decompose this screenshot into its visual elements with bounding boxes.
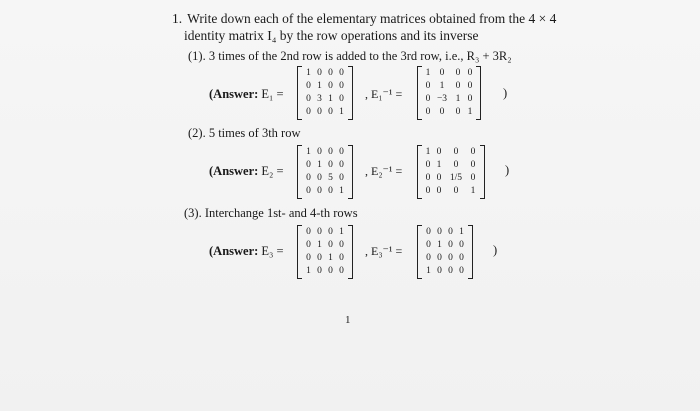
matrix-entry: 0 xyxy=(306,160,311,170)
matrix-entry: 0 xyxy=(306,186,311,196)
matrix-entry: 0 xyxy=(328,107,333,117)
matrix-entry: 1 xyxy=(317,240,322,250)
matrix-entry: 0 xyxy=(470,160,476,170)
answer-word: (Answer: xyxy=(209,87,259,101)
matrix-entry: 0 xyxy=(425,186,431,196)
matrix-entry: 1 xyxy=(306,147,311,157)
matrix-entry: 0 xyxy=(317,147,322,157)
matrix-entry: 1 xyxy=(437,240,442,250)
part-1-answer-label xyxy=(209,87,284,102)
matrix-entry: 0 xyxy=(455,68,461,78)
matrix-entry: 0 xyxy=(339,173,344,183)
matrix-entry: 0 xyxy=(439,68,445,78)
part-3-matrix-e xyxy=(297,225,353,279)
matrix-entry: 0 xyxy=(339,266,344,276)
matrix-entry: 0 xyxy=(328,160,333,170)
part-2-matrix-inverse xyxy=(417,145,485,199)
matrix-entry: 0 xyxy=(339,94,344,104)
matrix-entry: 1 xyxy=(425,68,431,78)
matrix-entry: 0 xyxy=(328,240,333,250)
matrix-entry: 0 xyxy=(425,160,431,170)
matrix-entry: 1 xyxy=(317,160,322,170)
matrix-entry: 0 xyxy=(439,107,445,117)
matrix-entry: 1 xyxy=(467,107,473,117)
matrix-entry: 0 xyxy=(455,107,461,117)
matrix-entry: 1 xyxy=(306,266,311,276)
part-2-matrix-e xyxy=(297,145,353,199)
matrix-entry: 0 xyxy=(306,227,311,237)
part-3-close-paren: ) xyxy=(493,243,498,257)
matrix-entry: 0 xyxy=(436,173,442,183)
problem-statement xyxy=(172,10,556,44)
matrix-entry: 0 xyxy=(453,147,459,157)
matrix-entry: 0 xyxy=(339,253,344,263)
matrix-entry: 5 xyxy=(328,173,333,183)
part-1-matrix-e xyxy=(297,66,353,120)
matrix-entry: 0 xyxy=(317,107,322,117)
part-2-heading: (2). 5 times of 3th row xyxy=(188,126,301,140)
matrix-label: E₁ = xyxy=(261,87,284,101)
part-1-heading: (1). 3 times of the 2nd row is added to the 3rd row, i.e., R₃ + 3R₂ xyxy=(188,49,512,63)
matrix-entry: 0 xyxy=(437,266,442,276)
part-3-matrix-inverse xyxy=(417,225,473,279)
matrix-entry: 0 xyxy=(306,173,311,183)
matrix-entry: 0 xyxy=(339,240,344,250)
matrix-entry: 0 xyxy=(317,186,322,196)
matrix-entry: 0 xyxy=(448,227,453,237)
matrix-entry: 1 xyxy=(339,186,344,196)
matrix-entry: 0 xyxy=(328,81,333,91)
matrix-entry: 0 xyxy=(317,253,322,263)
matrix-entry: 0 xyxy=(448,240,453,250)
matrix-entry: 0 xyxy=(436,147,442,157)
matrix-entry: 0 xyxy=(317,173,322,183)
matrix-entry: 1 xyxy=(328,253,333,263)
matrix-entry: 0 xyxy=(448,253,453,263)
matrix-entry: 1 xyxy=(470,186,476,196)
matrix-entry: 1 xyxy=(339,227,344,237)
part-3-heading: (3). Interchange 1st- and 4-th rows xyxy=(184,206,358,220)
matrix-entry: 1/5 xyxy=(449,173,463,183)
matrix-entry: 0 xyxy=(317,227,322,237)
matrix-entry: 0 xyxy=(459,240,464,250)
matrix-entry: 0 xyxy=(328,68,333,78)
matrix-entry: 0 xyxy=(306,240,311,250)
matrix-entry: 0 xyxy=(306,94,311,104)
matrix-entry: 0 xyxy=(425,94,431,104)
matrix-entry: 0 xyxy=(425,81,431,91)
matrix-label: E₂ = xyxy=(261,164,284,178)
answer-word: (Answer: xyxy=(209,164,259,178)
matrix-entry: 1 xyxy=(328,94,333,104)
matrix-entry: 0 xyxy=(328,186,333,196)
matrix-entry: 0 xyxy=(317,68,322,78)
matrix-entry: 1 xyxy=(306,68,311,78)
matrix-entry: 0 xyxy=(425,173,431,183)
matrix-entry: 1 xyxy=(459,227,464,237)
part-3-answer-label xyxy=(209,244,284,259)
part-2-answer-label xyxy=(209,164,284,179)
matrix-entry: 0 xyxy=(306,107,311,117)
part-2-inverse-label: , E₂⁻¹ = xyxy=(365,164,403,178)
part-3-inverse-label: , E₃⁻¹ = xyxy=(365,244,403,258)
matrix-entry: 1 xyxy=(439,81,445,91)
matrix-entry: 0 xyxy=(339,68,344,78)
matrix-entry: 0 xyxy=(453,186,459,196)
part-1-matrix-inverse xyxy=(417,66,481,120)
page-number: 1 xyxy=(345,314,351,326)
matrix-entry: −3 xyxy=(436,94,448,104)
problem-line-2: identity matrix I₄ by the row operations and its inverse xyxy=(184,28,479,43)
matrix-entry: 0 xyxy=(339,81,344,91)
part-1-inverse-label: , E₁⁻¹ = xyxy=(365,87,403,101)
matrix-entry: 0 xyxy=(317,266,322,276)
matrix-entry: 0 xyxy=(426,240,431,250)
matrix-entry: 0 xyxy=(467,81,473,91)
matrix-entry: 1 xyxy=(425,147,431,157)
matrix-entry: 1 xyxy=(339,107,344,117)
matrix-entry: 1 xyxy=(455,94,461,104)
problem-line-1: Write down each of the elementary matrices obtained from the 4 × 4 xyxy=(187,11,557,26)
matrix-entry: 0 xyxy=(328,266,333,276)
part-2-close-paren: ) xyxy=(505,163,510,177)
matrix-entry: 0 xyxy=(448,266,453,276)
matrix-entry: 1 xyxy=(317,81,322,91)
matrix-entry: 1 xyxy=(436,160,442,170)
matrix-entry: 0 xyxy=(328,147,333,157)
matrix-entry: 0 xyxy=(426,227,431,237)
matrix-entry: 0 xyxy=(339,160,344,170)
matrix-entry: 0 xyxy=(306,81,311,91)
matrix-label: E₃ = xyxy=(261,244,284,258)
matrix-entry: 0 xyxy=(470,147,476,157)
matrix-entry: 0 xyxy=(437,227,442,237)
matrix-entry: 3 xyxy=(317,94,322,104)
problem-number: 1. xyxy=(172,11,183,26)
matrix-entry: 0 xyxy=(426,253,431,263)
matrix-entry: 0 xyxy=(467,94,473,104)
matrix-entry: 0 xyxy=(467,68,473,78)
matrix-entry: 0 xyxy=(339,147,344,157)
matrix-entry: 0 xyxy=(436,186,442,196)
matrix-entry: 0 xyxy=(437,253,442,263)
matrix-entry: 0 xyxy=(306,253,311,263)
matrix-entry: 1 xyxy=(426,266,431,276)
matrix-entry: 0 xyxy=(470,173,476,183)
part-1-close-paren: ) xyxy=(503,86,508,100)
matrix-entry: 0 xyxy=(459,253,464,263)
matrix-entry: 0 xyxy=(459,266,464,276)
matrix-entry: 0 xyxy=(425,107,431,117)
matrix-entry: 0 xyxy=(453,160,459,170)
matrix-entry: 0 xyxy=(328,227,333,237)
answer-word: (Answer: xyxy=(209,244,259,258)
matrix-entry: 0 xyxy=(455,81,461,91)
